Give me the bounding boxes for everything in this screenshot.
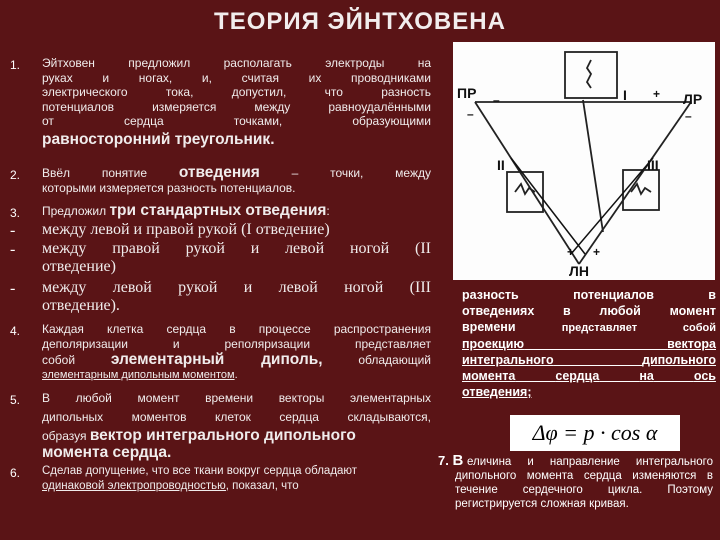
item-7-body: еличина и направление интегрального дипольного момента сердца изменяются в течение сердечного цикла. Поэтому регистрируется сложная кривая. <box>455 456 713 510</box>
item-7-lead: В <box>452 452 464 469</box>
item-5-line-2: дипольных моментов клеток сердца складываются, <box>42 409 431 424</box>
item-5-text-a: образуя <box>42 429 87 443</box>
item-4-term: элементарный диполь, <box>110 351 323 368</box>
item-6-number: 6. <box>10 466 21 480</box>
sign-3: – <box>467 107 474 121</box>
projection-line-7: отведения; <box>462 385 532 399</box>
item-4-period: . <box>234 369 238 381</box>
item-6-line-1: Сделав допущение, что все ткани вокруг сердца обладают <box>42 465 358 477</box>
lead-2-line-2: отведение) <box>42 258 116 275</box>
projection-statement <box>462 287 716 400</box>
dash-1-marker: - <box>10 222 16 239</box>
sign-6: + <box>593 245 601 259</box>
dash-3-marker: - <box>10 280 16 297</box>
lead-3-line-2: отведение). <box>42 297 120 314</box>
item-2-term: отведения <box>178 164 260 181</box>
projection-line-1: разность потенциалов в <box>462 288 716 302</box>
projection-line-3a: времени <box>462 320 516 334</box>
lead-3 <box>42 279 431 315</box>
projection-line-6d: ось <box>693 369 716 383</box>
item-1-line-5: от сердца точками, образующими <box>42 114 431 128</box>
sign-2: + <box>653 87 661 101</box>
item-3-text-a: Предложил <box>42 204 107 218</box>
projection-formula: Δφ = p · cos α <box>510 415 680 451</box>
triangle-diagram-svg <box>453 42 715 280</box>
item-1-line-1: Эйтховен предложил располагать электроды на <box>42 56 431 70</box>
dash-2-marker: - <box>10 241 16 258</box>
item-3-colon: : <box>326 204 330 218</box>
label-lead-2: II <box>497 157 505 173</box>
sign-1: – <box>493 93 500 107</box>
item-1-line-3: электрического тока, допустил, что разность <box>42 85 431 99</box>
item-5-number: 5. <box>10 393 21 407</box>
item-3-number: 3. <box>10 206 21 220</box>
lead-3-line-1: между левой рукой и левой ногой (III <box>42 279 431 296</box>
item-6 <box>42 464 442 493</box>
einthoven-triangle-diagram <box>453 42 715 280</box>
page-title: ТЕОРИЯ ЭЙНТХОВЕНА <box>214 8 506 35</box>
item-1-bold: равносторонний треугольник. <box>42 130 275 148</box>
projection-line-6a: момента <box>462 369 516 383</box>
item-6-text-b: показал, что <box>228 479 299 492</box>
item-2-text-d: которыми измеряется разность потенциалов. <box>42 181 296 195</box>
projection-line-6c: на <box>639 369 654 383</box>
item-5-term-a: вектор интегрального дипольного <box>89 427 356 444</box>
item-6-uniform-conductivity: одинаковой электропроводностью, <box>42 479 229 492</box>
sign-5: – <box>685 109 692 123</box>
item-4-line-2: деполяризации и реполяризации представляет <box>42 336 431 351</box>
label-left-leg: ЛН <box>569 263 589 279</box>
projection-line-4b: вектора <box>667 337 716 351</box>
label-right-arm: ПР <box>457 85 477 101</box>
item-3 <box>42 202 431 219</box>
item-5-term-b: момента сердца. <box>42 444 172 461</box>
item-4 <box>42 322 431 383</box>
item-2-text-c: – точки, между <box>291 166 431 180</box>
item-4-number: 4. <box>10 324 21 338</box>
item-2-number: 2. <box>10 168 21 182</box>
item-4-dipole-moment: элементарным дипольным моментом <box>42 369 235 381</box>
item-4-line-1: Каждая клетка сердца в процессе распространения <box>42 322 431 336</box>
item-1-line-2: руках и ногах, и, считая их проводниками <box>42 70 431 85</box>
label-lead-3: III <box>647 157 659 173</box>
projection-line-3b: представляет собой <box>561 322 716 334</box>
lead-2-line-1: между правой рукой и левой ногой (II <box>42 240 431 257</box>
lead-2 <box>42 240 431 276</box>
item-4-text-a: собой <box>42 353 76 367</box>
item-5 <box>42 391 431 461</box>
item-5-line-1: В любой момент времени векторы элементарных <box>42 391 431 405</box>
label-left-arm: ЛР <box>683 91 703 107</box>
label-lead-1: I <box>623 87 627 103</box>
item-3-term: три стандартных отведения <box>109 202 327 219</box>
projection-line-4a: проекцию <box>462 337 525 351</box>
projection-line-2: отведениях в любой момент <box>462 304 716 318</box>
item-7-num: 7. <box>438 453 449 468</box>
item-2 <box>42 164 431 196</box>
lead-1: между левой и правой рукой (I отведение) <box>42 221 330 238</box>
item-1-number: 1. <box>10 58 21 72</box>
item-7-text <box>455 455 713 511</box>
item-1 <box>42 56 431 148</box>
projection-line-6b: сердца <box>555 369 600 383</box>
item-1-line-4: потенциалов измеряется между равноудалёнными <box>42 99 431 114</box>
projection-line-5b: дипольного <box>642 353 716 367</box>
item-2-text-a: Ввёл понятие <box>42 166 148 180</box>
sign-4: + <box>567 245 575 259</box>
item-4-text-c: обладающий <box>358 353 431 367</box>
projection-line-5a: интегрального <box>462 353 554 367</box>
